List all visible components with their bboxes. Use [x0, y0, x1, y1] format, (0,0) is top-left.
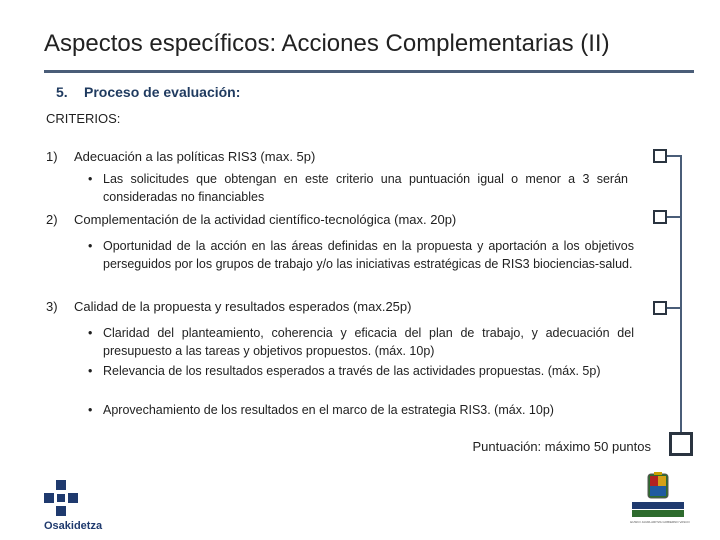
bullet-dot: •	[88, 403, 93, 417]
seal-band	[632, 510, 684, 517]
bullet-text: Claridad del planteamiento, coherencia y eficacia del plan de trabajo, y adecuación del presupuesto a las tareas y objetivos propuestos. (máx. 10p)	[103, 326, 634, 358]
seal-caption: EUSKO JAURLARITZA GOBIERNO VASCO	[630, 520, 690, 524]
criterion-3-bullet-1	[88, 324, 634, 360]
eusko-jaurlaritza-seal-icon	[630, 472, 686, 502]
checkbox-square-icon	[653, 149, 667, 163]
bullet-text: Oportunidad de la acción en las áreas definidas en la propuesta y aportación a los objetivos perseguidos por los grupos de trabajo y/o las iniciativas estratégicas de RIS3 biociencias-salud.	[103, 239, 634, 271]
score-note: Puntuación: máximo 50 puntos	[472, 439, 651, 454]
connector-stub-2	[666, 216, 682, 218]
osakidetza-cross-logo-icon	[44, 480, 78, 516]
connector-vertical-line	[680, 156, 682, 432]
criteria-heading: CRITERIOS:	[46, 111, 121, 126]
checkbox-square-icon	[653, 210, 667, 224]
criterion-1-bullet-1	[88, 170, 628, 206]
criterion-label: Calidad de la propuesta y resultados esperados (max.25p)	[74, 299, 412, 314]
criterion-label: Complementación de la actividad científico-tecnológica (max. 20p)	[74, 212, 457, 227]
criterion-number: 2)	[46, 212, 58, 227]
criterion-3	[46, 299, 411, 314]
section-label: Proceso de evaluación:	[84, 84, 241, 100]
bullet-text: Las solicitudes que obtengan en este criterio una puntuación igual o menor a 3 serán consideradas no financiables	[103, 172, 628, 204]
criterion-label: Adecuación a las políticas RIS3 (max. 5p)	[74, 149, 316, 164]
bullet-text: Relevancia de los resultados esperados a través de las actividades propuestas. (máx. 5p)	[103, 364, 601, 378]
criterion-3-bullet-3	[88, 401, 634, 419]
connector-stub-3	[666, 307, 682, 309]
osakidetza-wordmark: Osakidetza	[44, 520, 103, 532]
bullet-dot: •	[88, 364, 93, 378]
page-title: Aspectos específicos: Acciones Complementarias (II)	[44, 30, 610, 57]
connector-stub-1	[666, 155, 682, 157]
criterion-number: 1)	[46, 149, 58, 164]
section-number: 5.	[56, 84, 68, 100]
government-logo	[630, 472, 690, 530]
checkbox-square-large-icon	[669, 432, 693, 456]
criterion-1	[46, 149, 315, 164]
checkbox-square-icon	[653, 301, 667, 315]
criterion-2-bullet-1	[88, 237, 634, 273]
bullet-dot: •	[88, 172, 93, 186]
seal-band	[632, 502, 684, 509]
criterion-3-bullet-2	[88, 362, 634, 380]
criterion-2	[46, 212, 456, 227]
bullet-dot: •	[88, 239, 93, 253]
title-rule	[44, 70, 694, 73]
section-heading	[56, 84, 240, 100]
bullet-dot: •	[88, 326, 93, 340]
osakidetza-logo	[44, 480, 103, 532]
bullet-text: Aprovechamiento de los resultados en el marco de la estrategia RIS3. (máx. 10p)	[103, 403, 554, 417]
criterion-number: 3)	[46, 299, 58, 314]
